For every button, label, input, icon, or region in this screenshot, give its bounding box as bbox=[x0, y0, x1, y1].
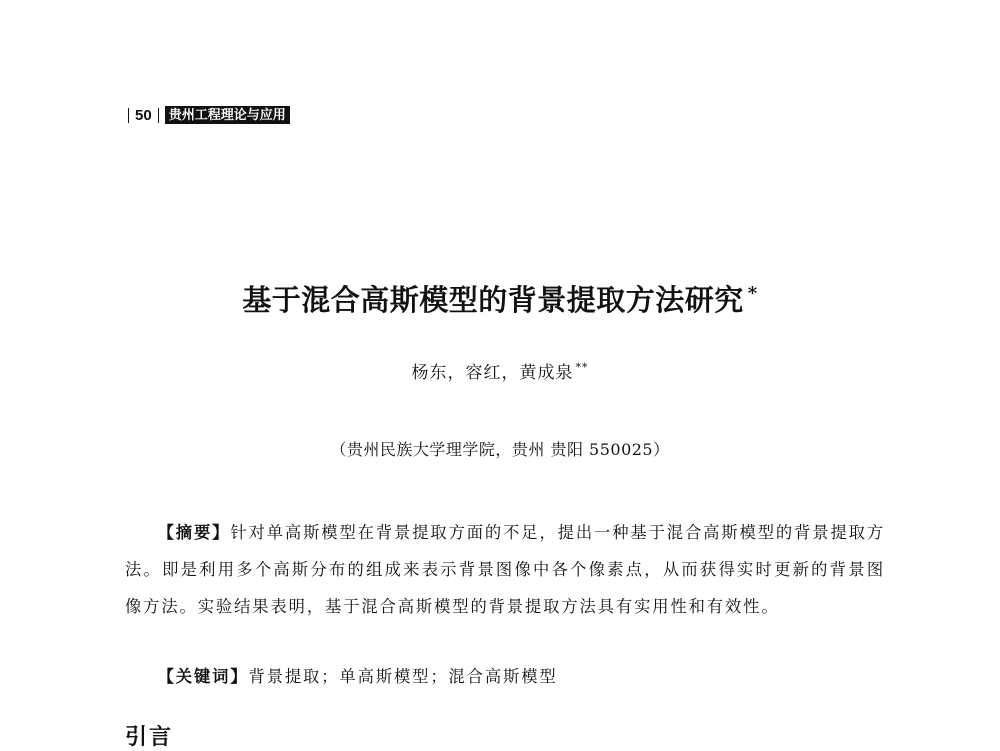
author-list bbox=[0, 358, 1000, 383]
keywords-label: 【关键词】 bbox=[157, 667, 249, 686]
title-footnote-mark: * bbox=[747, 283, 758, 305]
journal-name: 贵州工程理论与应用 bbox=[165, 106, 290, 124]
keywords bbox=[125, 664, 885, 690]
header-divider-right bbox=[158, 108, 159, 123]
paper-title bbox=[0, 278, 1000, 319]
author-names: 杨东，容红，黄成泉 bbox=[411, 363, 574, 383]
header-divider-left bbox=[128, 108, 129, 123]
paper-title-text: 基于混合高斯模型的背景提取方法研究 bbox=[242, 283, 744, 317]
keywords-text: 背景提取；单高斯模型；混合高斯模型 bbox=[248, 667, 558, 686]
affiliation: （贵州民族大学理学院，贵州 贵阳 550025） bbox=[330, 440, 670, 459]
author-footnote-mark: ** bbox=[575, 361, 589, 375]
abstract-text: 针对单高斯模型在背景提取方面的不足，提出一种基于混合高斯模型的背景提取方法。即是利用多个高斯分布的组成来表示背景图像中各个像素点，从而获得实时更新的背景图像方法。实验结果表明，基于混合高斯模型的背景提取方法具有实用性和有效性。 bbox=[125, 523, 885, 616]
abstract bbox=[125, 514, 885, 625]
abstract-label: 【摘要】 bbox=[157, 523, 231, 542]
page-number: 50 bbox=[135, 106, 152, 124]
section-heading-introduction: 引言 bbox=[125, 725, 174, 750]
running-header bbox=[122, 104, 290, 126]
